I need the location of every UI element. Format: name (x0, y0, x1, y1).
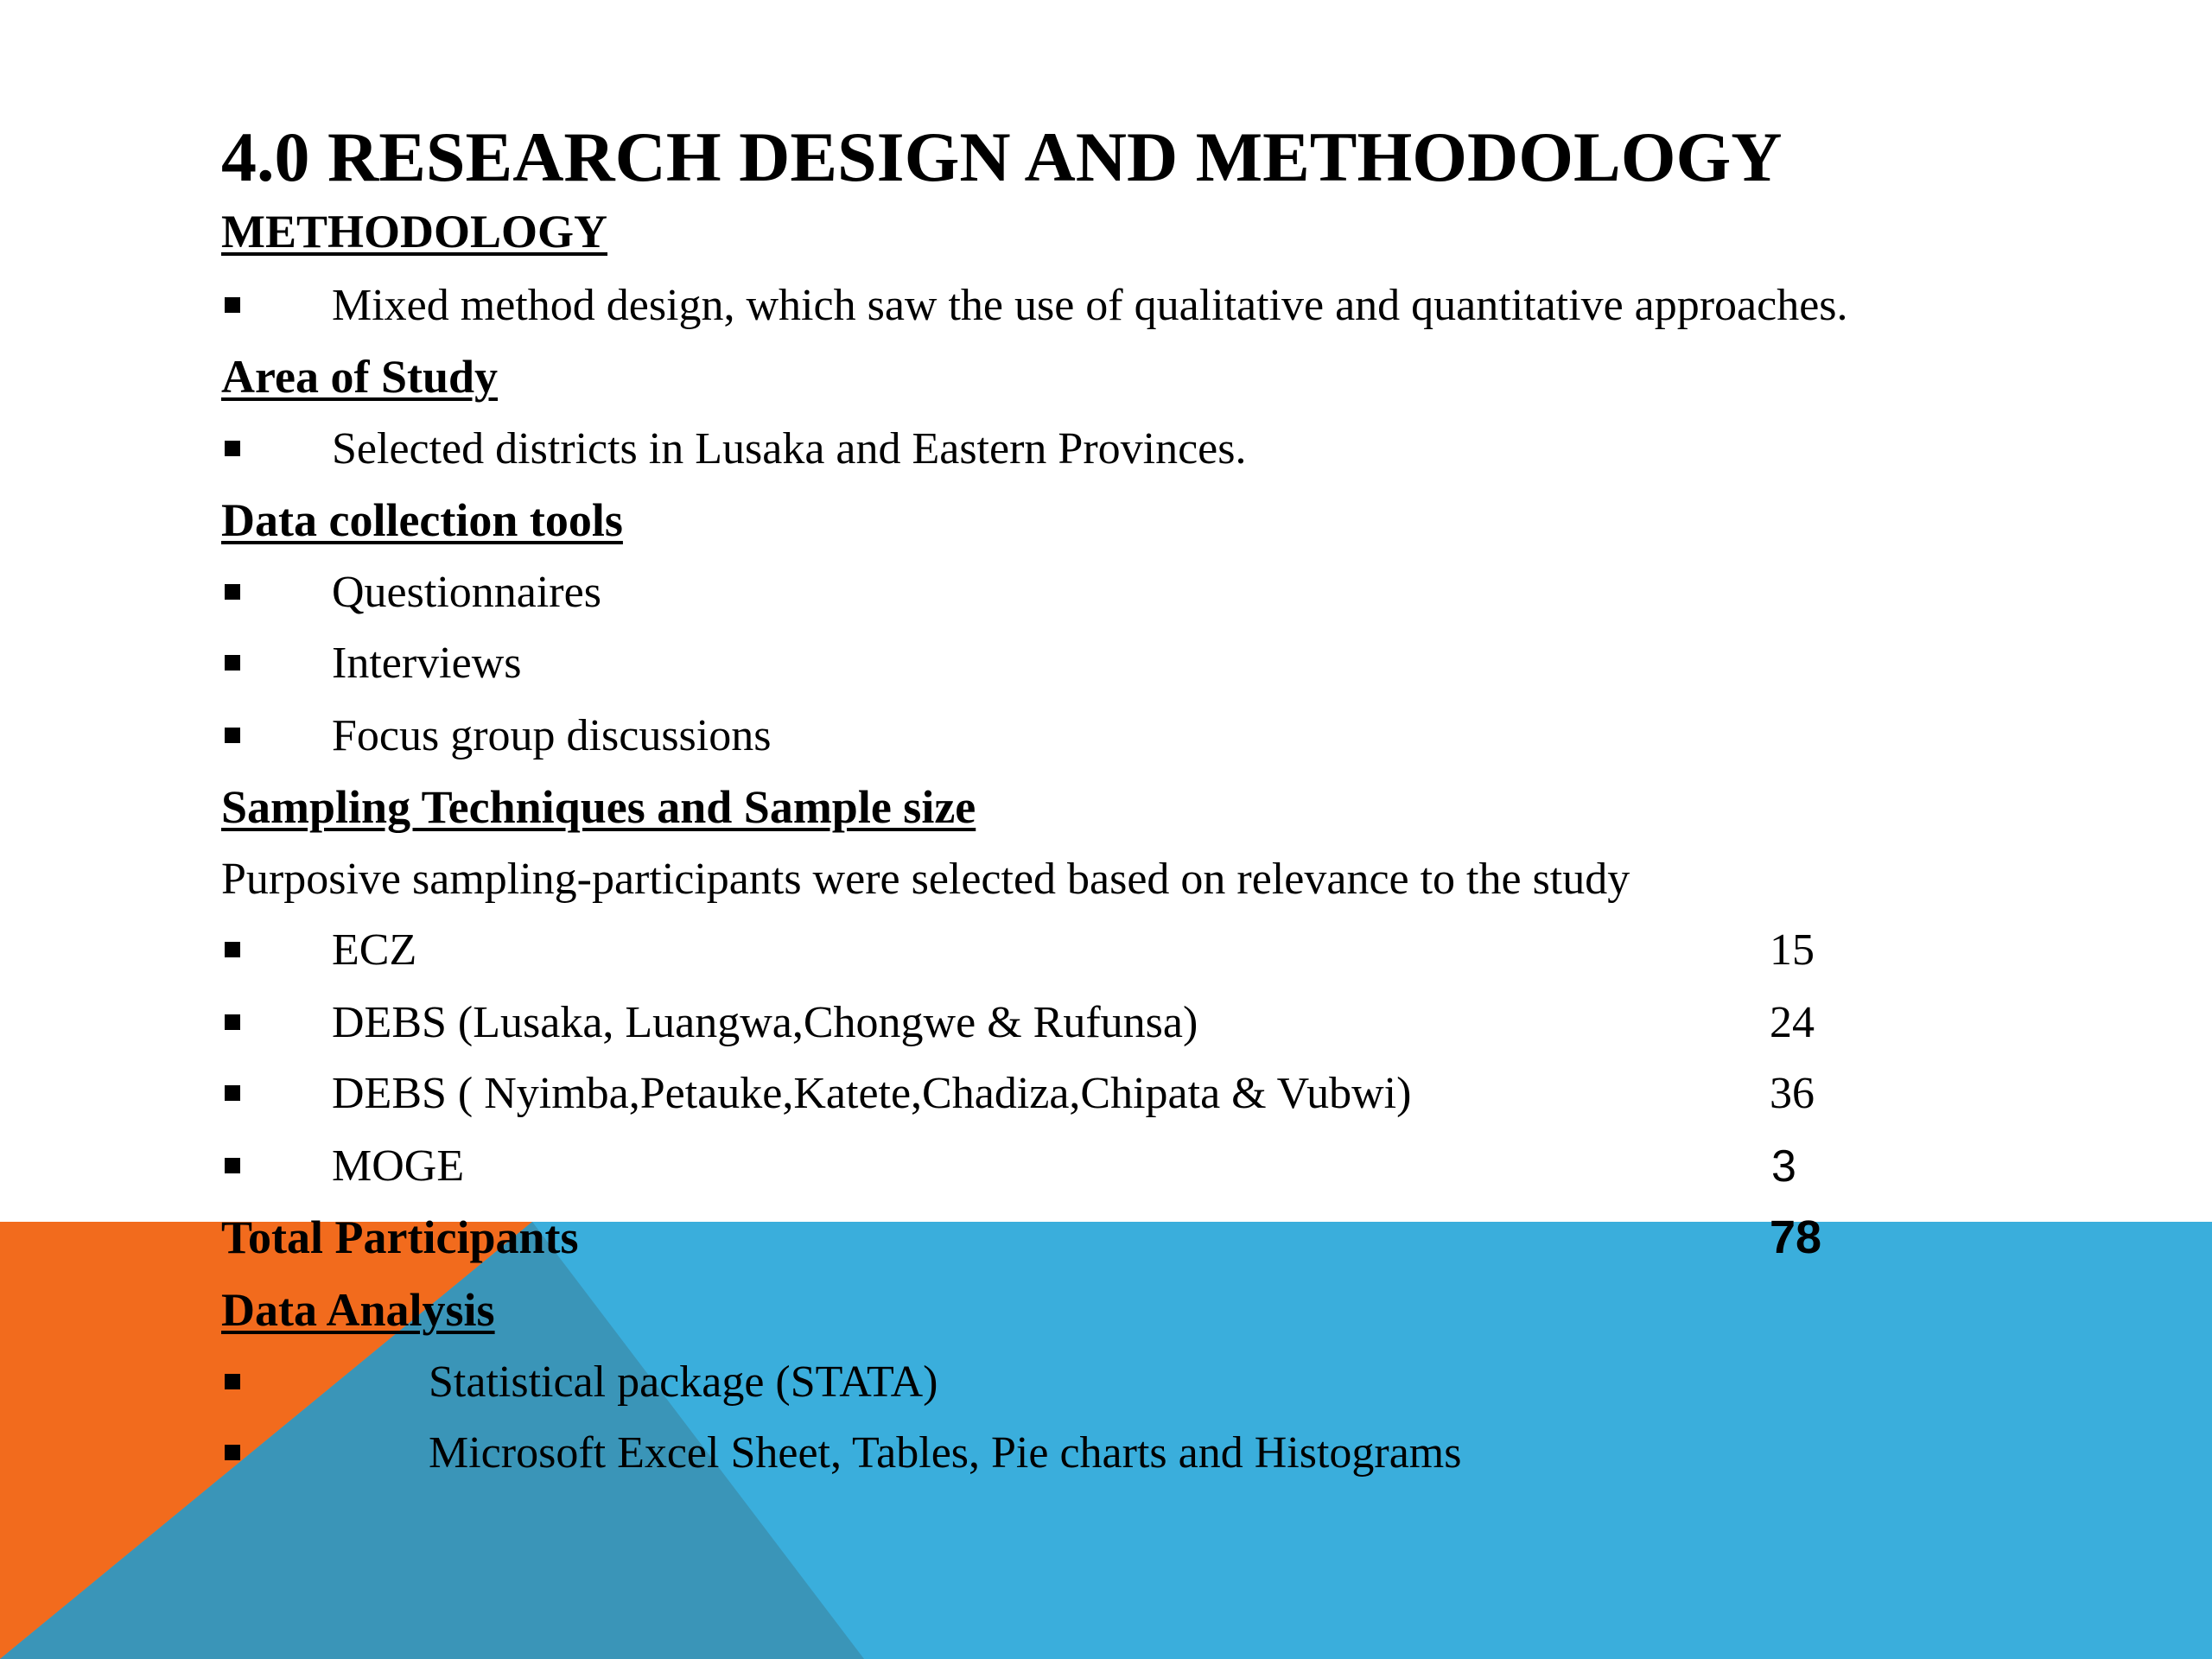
sample-row-label: DEBS ( Nyimba,Petauke,Katete,Chadiza,Chipata & Vubwi) (332, 1069, 1412, 1118)
square-bullet-icon (225, 1445, 240, 1460)
square-bullet-icon (225, 584, 240, 600)
heading-data-collection-tools: Data collection tools (221, 494, 623, 546)
tools-item: Questionnaires (332, 568, 601, 617)
square-bullet-icon (225, 1014, 240, 1030)
methodology-item: Mixed method design, which saw the use of qualitative and quantitative approaches. (332, 281, 1848, 330)
sample-row-label: ECZ (332, 925, 417, 975)
square-bullet-icon (225, 297, 240, 313)
heading-area-of-study: Area of Study (221, 351, 499, 403)
sample-row-label: MOGE (332, 1141, 465, 1191)
slide-title: 4.0 RESEARCH DESIGN AND METHODOLOGY (221, 118, 1783, 196)
sampling-description: Purposive sampling-participants were selected based on relevance to the study (221, 855, 1630, 904)
square-bullet-icon (225, 1158, 240, 1173)
tools-item: Interviews (332, 639, 522, 688)
square-bullet-icon (225, 728, 240, 743)
analysis-item: Statistical package (STATA) (429, 1357, 938, 1407)
square-bullet-icon (225, 1374, 240, 1389)
heading-data-analysis: Data Analysis (221, 1284, 495, 1336)
square-bullet-icon (225, 942, 240, 957)
area-item: Selected districts in Lusaka and Eastern Provinces. (332, 424, 1247, 474)
sample-row-value: 24 (1770, 998, 1815, 1047)
square-bullet-icon (225, 1085, 240, 1101)
sample-row-label: DEBS (Lusaka, Luangwa,Chongwe & Rufunsa) (332, 998, 1198, 1047)
sample-row-value: 3 (1771, 1141, 1796, 1192)
heading-methodology: METHODOLOGY (221, 206, 608, 257)
total-participants-label: Total Participants (221, 1211, 579, 1263)
analysis-item: Microsoft Excel Sheet, Tables, Pie charts and Histograms (429, 1428, 1462, 1478)
heading-sampling: Sampling Techniques and Sample size (221, 781, 976, 833)
total-participants-value: 78 (1770, 1211, 1822, 1263)
square-bullet-icon (225, 441, 240, 456)
square-bullet-icon (225, 655, 240, 671)
tools-item: Focus group discussions (332, 711, 772, 760)
sample-row-value: 15 (1770, 925, 1815, 975)
sample-row-value: 36 (1770, 1069, 1815, 1118)
